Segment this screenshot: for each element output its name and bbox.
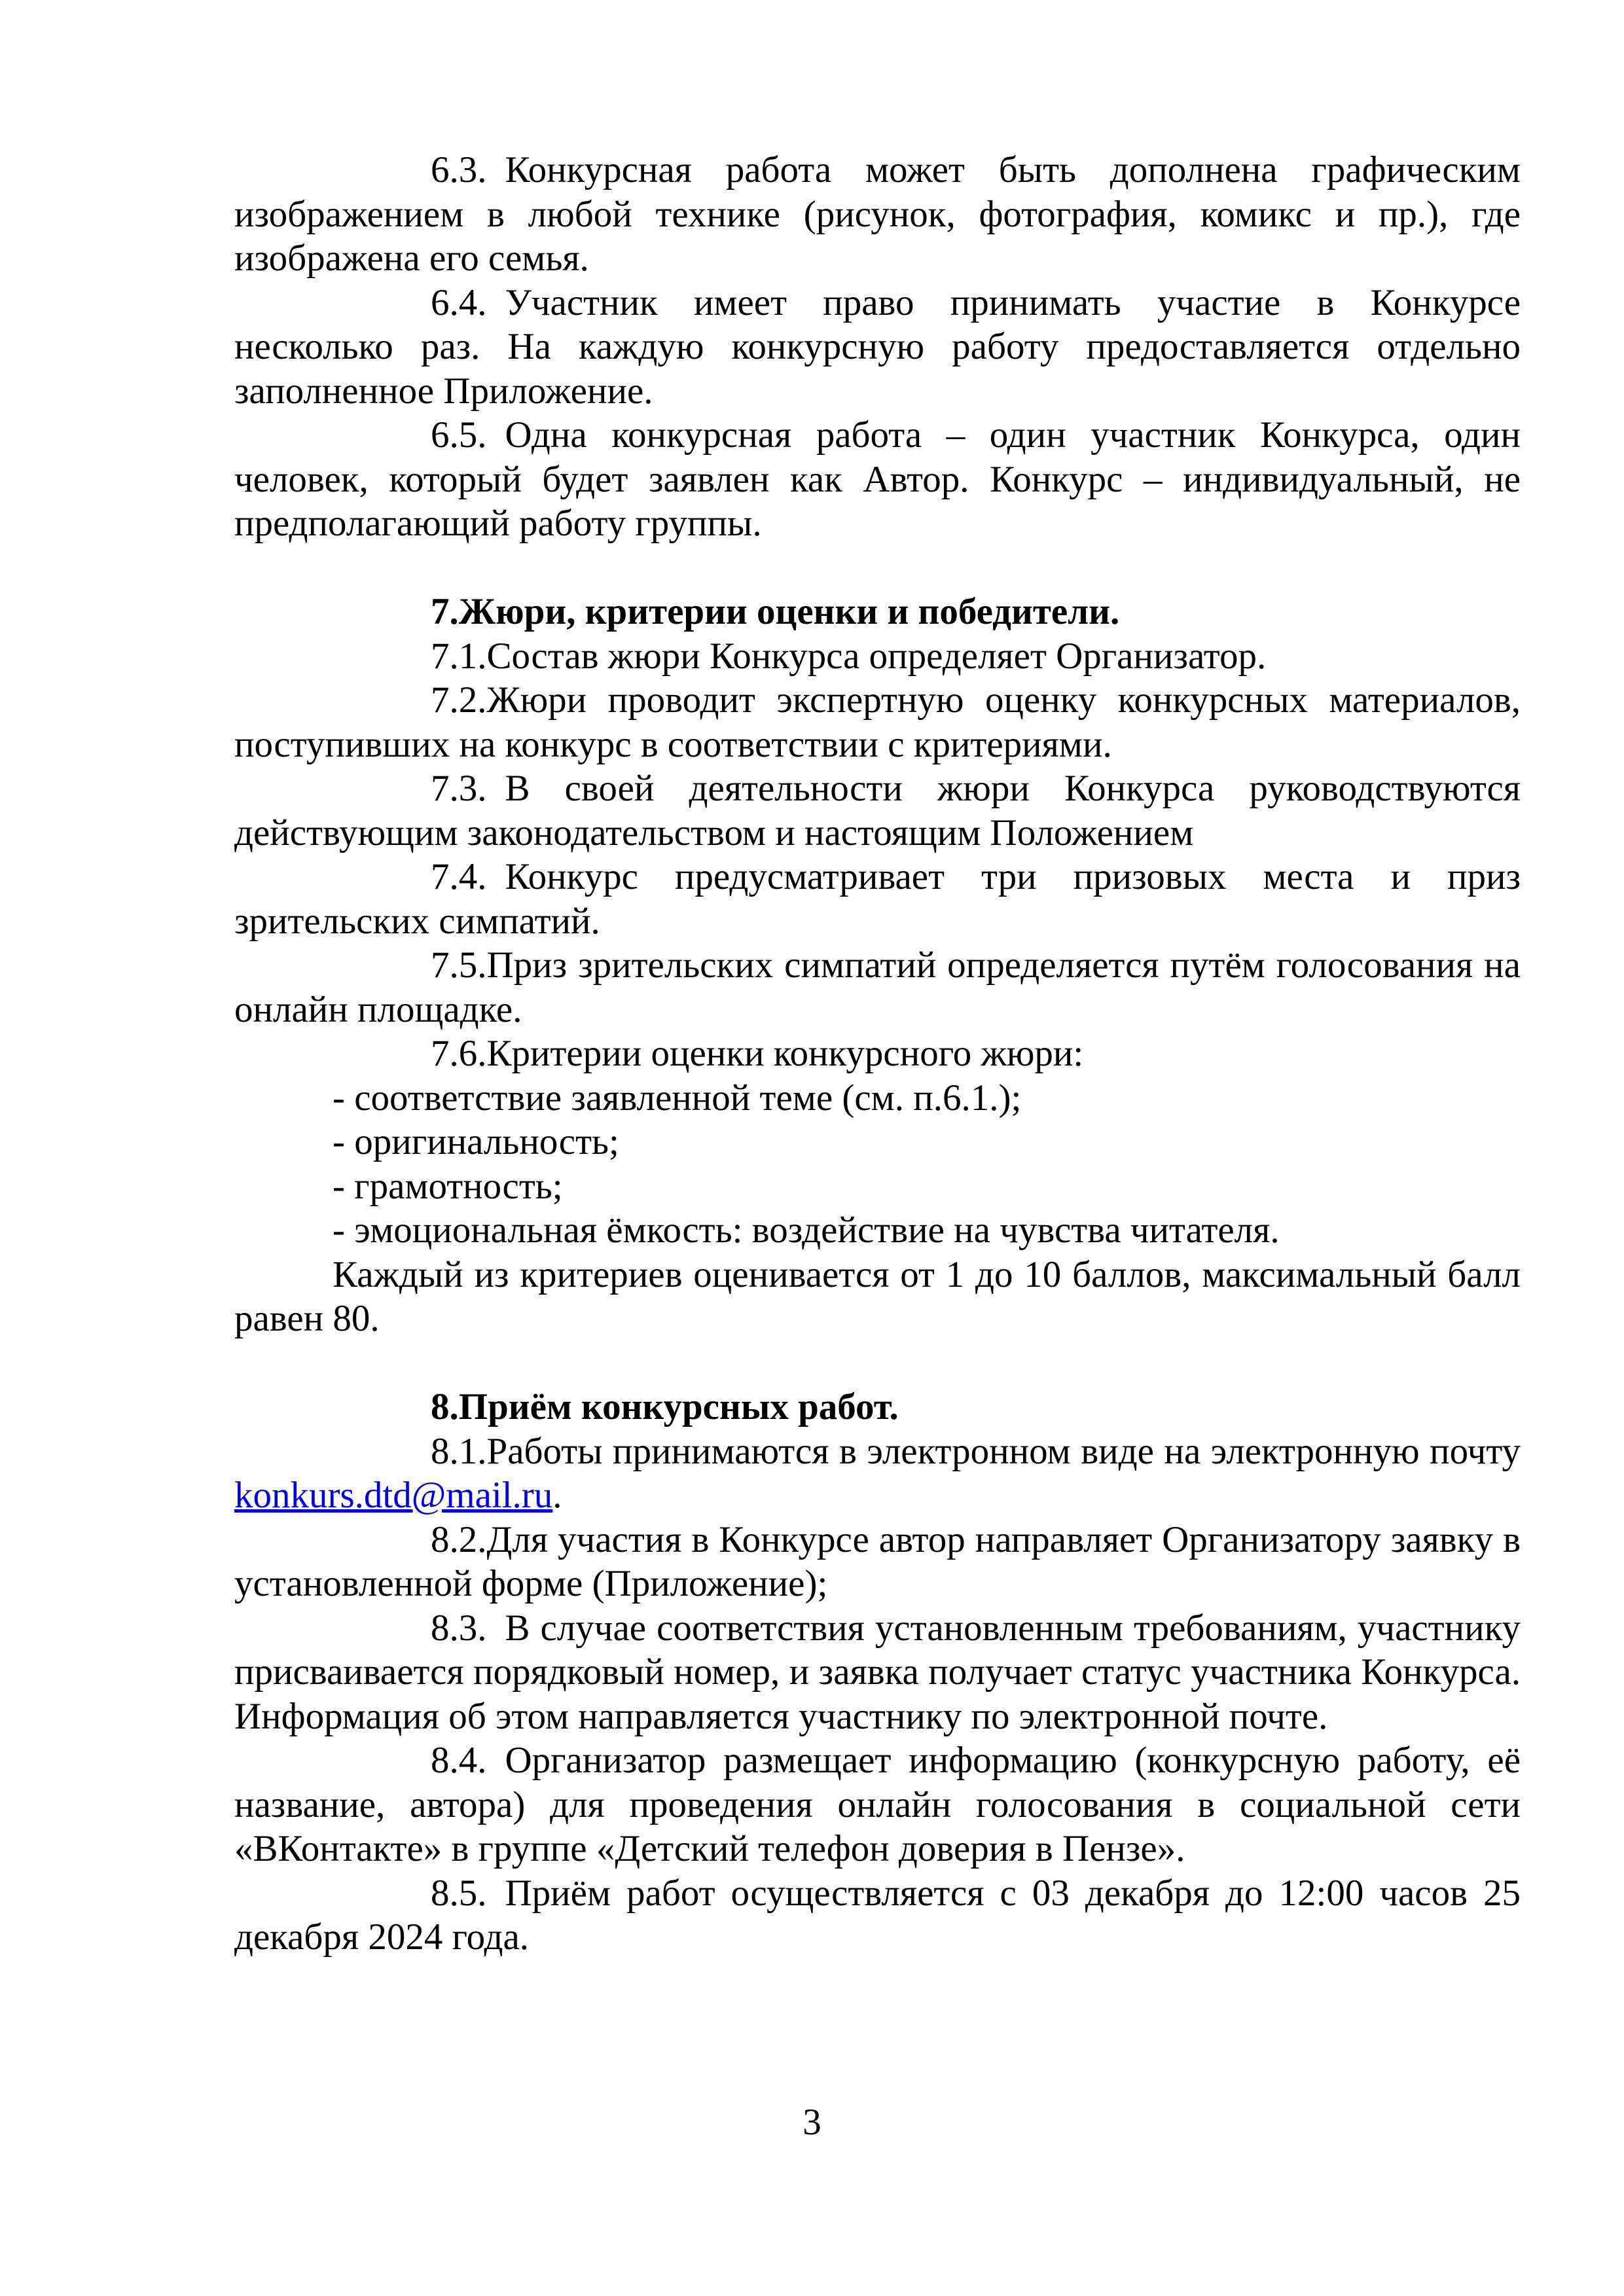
paragraph-8-5 bbox=[234, 1871, 1521, 1960]
paragraph-number: 6.5. bbox=[431, 414, 487, 456]
paragraph-tail: . bbox=[552, 1475, 562, 1516]
paragraph-number: 7.2. bbox=[431, 679, 487, 721]
paragraph-number: 7.6. bbox=[431, 1033, 487, 1074]
criteria-item: - соответствие заявленной теме (см. п.6.1.); bbox=[333, 1077, 1022, 1119]
paragraph-number: 6.3. bbox=[431, 149, 487, 190]
paragraph-text: Участник имеет право принимать участие в Конкурсе несколько раз. На каждую конкурсную работу предоставляется отдельно заполненное Приложение. bbox=[234, 281, 1521, 412]
paragraph-7-1 bbox=[234, 634, 1521, 679]
paragraph-number: 8.1. bbox=[431, 1430, 487, 1472]
paragraph-number: 7.1. bbox=[431, 635, 487, 677]
criteria-item: - эмоциональная ёмкость: воздействие на чувства читателя. bbox=[333, 1210, 1280, 1251]
paragraph-7-6 bbox=[234, 1031, 1521, 1076]
paragraph-6-3 bbox=[234, 148, 1521, 281]
paragraph-text: В своей деятельности жюри Конкурса руководствуются действующим законодательством и настоящим Положением bbox=[234, 768, 1521, 853]
paragraph-text: Состав жюри Конкурса определяет Организатор. bbox=[486, 635, 1267, 677]
section-title: Приём конкурсных работ. bbox=[458, 1386, 899, 1427]
paragraph-7-5 bbox=[234, 943, 1521, 1031]
paragraph-text: В случае соответствия установленным требованиям, участнику присваивается порядковый номер, и заявка получает статус участника Конкурса. Информация об этом направляется участнику по электронной почте. bbox=[234, 1607, 1521, 1737]
paragraph-7-3 bbox=[234, 766, 1521, 855]
paragraph-text: Для участия в Конкурсе автор направляет Организатору заявку в установленной форме (Приложение); bbox=[234, 1518, 1521, 1604]
paragraph-text: Конкурсная работа может быть дополнена графическим изображением в любой технике (рисунок, фотография, комикс и пр.), где изображена его семья. bbox=[234, 149, 1521, 279]
paragraph-number: 8.3. bbox=[431, 1607, 487, 1649]
paragraph-text: Конкурс предусматривает три призовых места и приз зрительских симпатий. bbox=[234, 856, 1521, 942]
paragraph-6-4 bbox=[234, 281, 1521, 414]
paragraph-number: 8.5. bbox=[431, 1872, 487, 1914]
paragraph-text: Одна конкурсная работа – один участник Конкурса, один человек, который будет заявлен как Автор. Конкурс – индивидуальный, не предполагающий работу группы. bbox=[234, 414, 1521, 544]
email-link[interactable]: konkurs.dtd@mail.ru bbox=[234, 1475, 553, 1516]
paragraph-8-2 bbox=[234, 1518, 1521, 1606]
paragraph-text: Приём работ осуществляется с 03 декабря до 12:00 часов 25 декабря 2024 года. bbox=[234, 1872, 1521, 1958]
paragraph-number: 6.4. bbox=[431, 281, 487, 323]
paragraph-7-2 bbox=[234, 678, 1521, 766]
paragraph-8-3 bbox=[234, 1606, 1521, 1739]
section-number: 7. bbox=[431, 591, 459, 632]
criteria-item: - оригинальность; bbox=[333, 1121, 619, 1162]
paragraph-text: Приз зрительских симпатий определяется путём голосования на онлайн площадке. bbox=[234, 944, 1521, 1030]
paragraph-text: Работы принимаются в электронном виде на электронную почту bbox=[486, 1430, 1521, 1472]
paragraph-text: Критерии оценки конкурсного жюри: bbox=[486, 1033, 1084, 1074]
paragraph-number: 7.3. bbox=[431, 768, 487, 809]
paragraph-6-5 bbox=[234, 413, 1521, 546]
paragraph-7-4 bbox=[234, 855, 1521, 943]
paragraph-text: Организатор размещает информацию (конкурсную работу, её название, автора) для проведения онлайн голосования в социальной сети «ВКонтакте» в группе «Детский телефон доверия в Пензе». bbox=[234, 1740, 1521, 1869]
paragraph-number: 8.2. bbox=[431, 1518, 487, 1560]
paragraph-text: Жюри проводит экспертную оценку конкурсных материалов, поступивших на конкурс в соответствии с критериями. bbox=[234, 679, 1521, 765]
document-page bbox=[234, 148, 1521, 1960]
paragraph-number: 8.4. bbox=[431, 1740, 487, 1781]
page-number: 3 bbox=[803, 2102, 821, 2143]
scoring-paragraph: Каждый из критериев оценивается от 1 до 10 баллов, максимальный балл равен 80. bbox=[234, 1253, 1521, 1339]
paragraph-8-1 bbox=[234, 1429, 1521, 1518]
section-7-heading bbox=[234, 590, 1521, 634]
criteria-item: - грамотность; bbox=[333, 1165, 563, 1207]
section-title: Жюри, критерии оценки и победители. bbox=[458, 591, 1120, 632]
section-8-heading bbox=[234, 1385, 1521, 1429]
paragraph-number: 7.5. bbox=[431, 944, 487, 986]
paragraph-number: 7.4. bbox=[431, 856, 487, 897]
paragraph-8-4 bbox=[234, 1738, 1521, 1871]
section-number: 8. bbox=[431, 1386, 459, 1427]
